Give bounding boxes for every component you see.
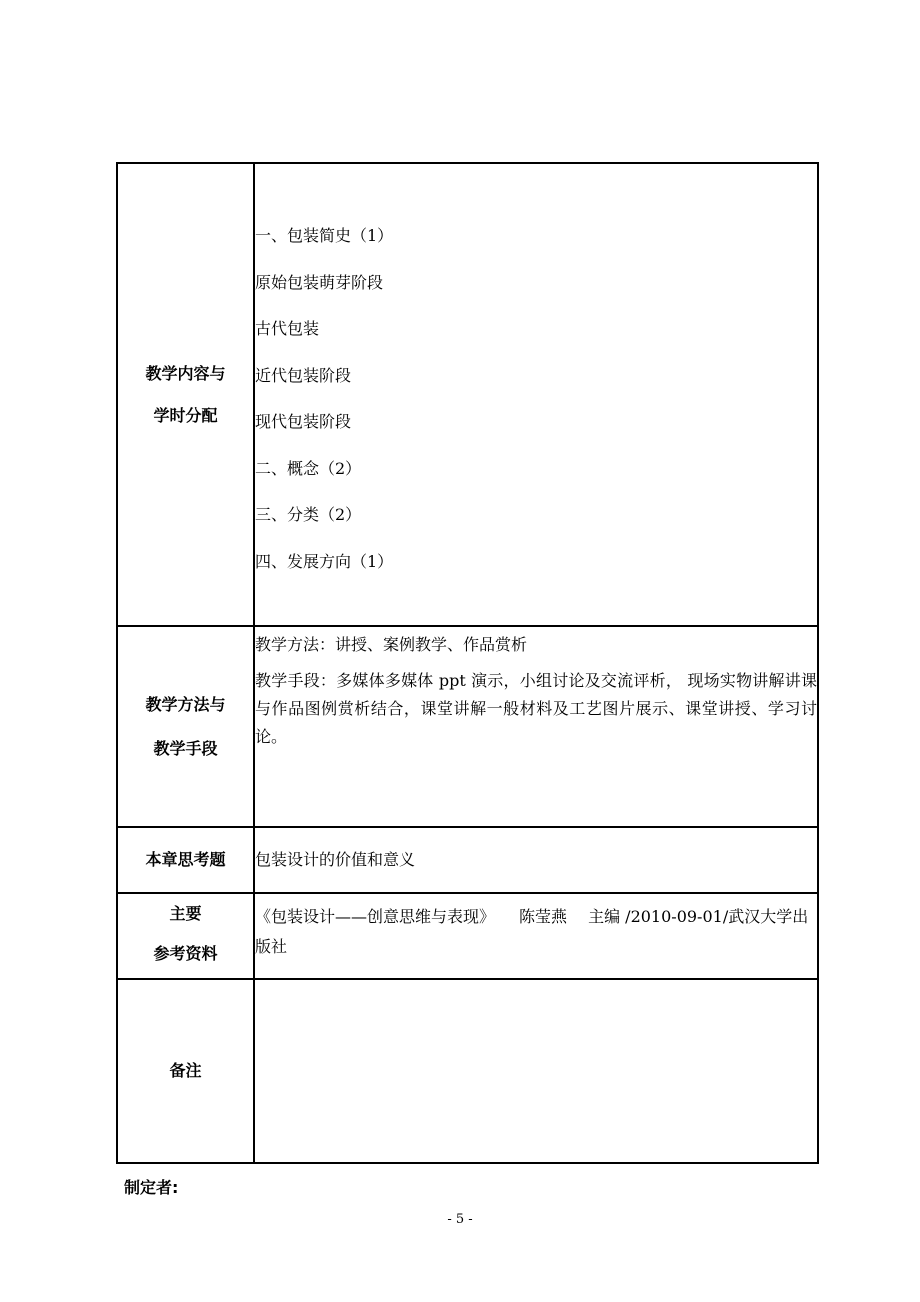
content-item: 近代包装阶段 — [255, 365, 352, 385]
row-references — [117, 893, 818, 979]
questions-text: 包装设计的价值和意义 — [254, 827, 818, 893]
teaching-content-list — [254, 163, 818, 626]
author-label: 制定者: — [124, 1178, 179, 1197]
label-teaching-content — [117, 163, 254, 626]
label-line: 学时分配 — [153, 405, 218, 425]
content-item: 三、分类（2） — [255, 505, 362, 524]
content-item: 二、概念（2） — [255, 458, 362, 478]
content-item: 一、包装简史（1） — [255, 226, 394, 245]
content-item: 古代包装 — [255, 319, 320, 338]
label-line: 教学手段 — [153, 738, 218, 758]
label-line: 教学内容与 — [145, 363, 226, 383]
label-questions: 本章思考题 — [117, 827, 254, 893]
row-notes — [117, 979, 818, 1163]
method-text: 教学方法：讲授、案例教学、作品赏析 — [255, 635, 528, 654]
syllabus-table — [116, 162, 819, 1164]
content-item: 现代包装阶段 — [255, 412, 352, 431]
label-methods — [117, 626, 254, 827]
references-text: 《包装设计——创意思维与表现》 陈莹燕 主编 /2010-09-01/武汉大学出版社 — [254, 893, 818, 979]
notes-text — [254, 979, 818, 1163]
row-questions — [117, 827, 818, 893]
content-item: 四、发展方向（1） — [255, 551, 394, 571]
row-methods — [117, 626, 818, 827]
label-line: 教学方法与 — [145, 694, 226, 714]
page-number: - 5 - — [447, 1212, 473, 1227]
label-line: 主要 — [169, 904, 202, 923]
label-references — [117, 893, 254, 979]
means-text: 教学手段：多媒体多媒体 ppt 演示，小组讨论及交流评析， 现场实物讲解讲课与作品图例赏析结合，课堂讲解一般材料及工艺图片展示、课堂讲授、学习讨论。 — [255, 671, 817, 746]
methods-content — [254, 626, 818, 827]
content-item: 原始包装萌芽阶段 — [255, 272, 384, 292]
row-teaching-content — [117, 163, 818, 626]
label-line: 参考资料 — [153, 944, 218, 963]
label-notes: 备注 — [117, 979, 254, 1163]
